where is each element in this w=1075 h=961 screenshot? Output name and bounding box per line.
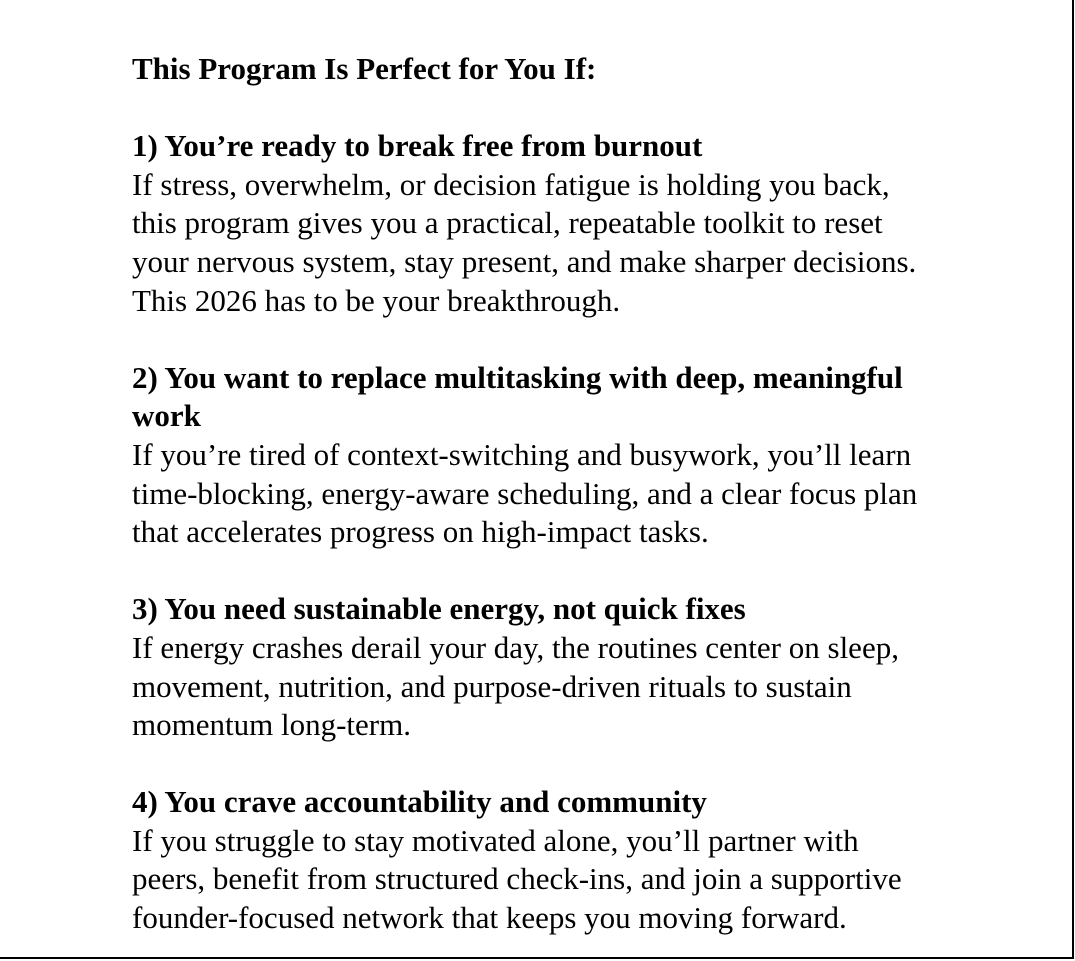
section-heading: 1) You’re ready to break free from burnout (132, 128, 703, 164)
section-1 (132, 127, 1052, 320)
section-heading: 4) You crave accountability and community (132, 784, 707, 820)
section-4 (132, 783, 1052, 937)
section-2 (132, 359, 1052, 552)
section-heading: 2) You want to replace multitasking with deep, meaningful (132, 359, 903, 395)
section-body-line: This 2026 has to be your breakthrough. (132, 282, 621, 318)
section-body-line: movement, nutrition, and purpose-driven rituals to sustain (132, 668, 852, 704)
section-body-line: that accelerates progress on high-impact tasks. (132, 514, 709, 550)
section-body-line: peers, benefit from structured check-ins, and join a supportive (132, 861, 902, 897)
section-body-line: founder-focused network that keeps you moving forward. (132, 900, 847, 936)
spacer (132, 89, 1052, 128)
section-heading: 3) You need sustainable energy, not quick fixes (132, 591, 746, 627)
document-title: This Program Is Perfect for You If: (132, 51, 597, 86)
section-body-line: If you’re tired of context-switching and busywork, you’ll learn (132, 436, 912, 472)
section-body-line: this program gives you a practical, repeatable toolkit to reset (132, 205, 883, 241)
spacer (132, 552, 1052, 591)
spacer (132, 745, 1052, 784)
document (132, 50, 1052, 938)
spacer (132, 320, 1052, 359)
section-3 (132, 590, 1052, 744)
section-body-line: your nervous system, stay present, and make sharper decisions. (132, 243, 917, 279)
section-body-line: momentum long-term. (132, 707, 411, 743)
section-body-line: If stress, overwhelm, or decision fatigue is holding you back, (132, 166, 890, 202)
section-body-line: If you struggle to stay motivated alone, you’ll partner with (132, 822, 859, 858)
section-heading: work (132, 398, 201, 434)
section-body-line: If energy crashes derail your day, the routines center on sleep, (132, 629, 899, 665)
section-body-line: time-blocking, energy-aware scheduling, and a clear focus plan (132, 475, 918, 511)
